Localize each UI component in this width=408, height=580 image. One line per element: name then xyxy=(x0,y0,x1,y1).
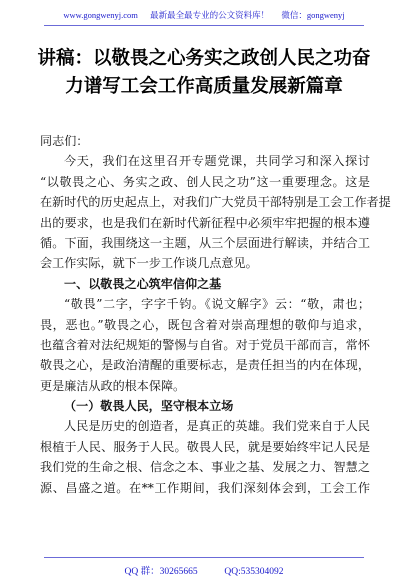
salutation: 同志们： xyxy=(40,134,89,148)
header-divider xyxy=(44,25,364,26)
paragraph-1-line: “以敬畏之心、务实之政、创人民之功”这一重要理念。这是 xyxy=(40,174,370,189)
paragraph-3-line: 根植于人民、服务于人民。敬畏人民，就是要始终牢记人民是 xyxy=(40,439,370,454)
header-slogan: 最新最全最专业的公文资料库！ xyxy=(150,10,270,20)
title-line-2: 力谱写工会工作高质量发展新篇章 xyxy=(65,76,343,97)
document-body xyxy=(40,131,391,498)
paragraph-2-line: 也蕴含着对法纪规矩的警惕与自省。对于党员干部而言，常怀 xyxy=(40,337,370,352)
footer-qq: QQ:535304092 xyxy=(224,567,284,577)
subsection-heading-1: （一）敬畏人民，坚守根本立场 xyxy=(64,399,234,414)
header-site-link[interactable]: www.gongwenyj.com xyxy=(63,10,138,20)
paragraph-3-line: 人民是历史的创造者，是真正的英雄。我们党来自于人民 xyxy=(64,419,370,434)
page-header xyxy=(0,9,408,21)
document-title xyxy=(28,45,380,101)
paragraph-3-line: 源、昌盛之道。在**工作期间，我们深刻体会到，工会工作 xyxy=(40,480,370,495)
title-line-1: 讲稿：以敬畏之心务实之政创人民之功奋 xyxy=(37,48,371,69)
paragraph-1-line: 循。下面，我围绕这一主题，从三个层面进行解读，并结合工 xyxy=(40,235,370,250)
paragraph-2-line: 更是廉洁从政的根本保障。 xyxy=(40,378,186,393)
paragraph-1-line: 今天，我们在这里召开专题党课，共同学习和深入探讨 xyxy=(64,154,370,169)
paragraph-1-line: 在新时代的历史起点上，对我们广大党员干部特别是工会工作者提 xyxy=(40,195,391,210)
section-heading-1: 一、以敬畏之心筑牢信仰之基 xyxy=(64,276,222,291)
footer-divider xyxy=(44,557,364,558)
paragraph-2-line: 畏，恶也。”敬畏之心，既包含着对崇高理想的敬仰与追求， xyxy=(40,317,370,332)
paragraph-1-line: 出的要求，也是我们在新时代新征程中必须牢牢把握的根本遵 xyxy=(40,215,370,230)
page-footer xyxy=(0,563,408,577)
header-wechat: 微信：gongwenyj xyxy=(281,10,345,20)
paragraph-2-line: 敬畏之心，是政治清醒的重要标志，是责任担当的内在体现， xyxy=(40,358,370,373)
footer-qq-group: QQ 群：30265665 xyxy=(124,567,198,577)
paragraph-1-line: 会工作实际，就下一步工作谈几点意见。 xyxy=(40,256,258,271)
paragraph-3-line: 我们党的生命之根、信念之本、事业之基、发展之力、智慧之 xyxy=(40,460,370,475)
paragraph-2-line: “敬畏”二字，字字千钧。《说文解字》云：“敬，肃也； xyxy=(64,297,370,312)
